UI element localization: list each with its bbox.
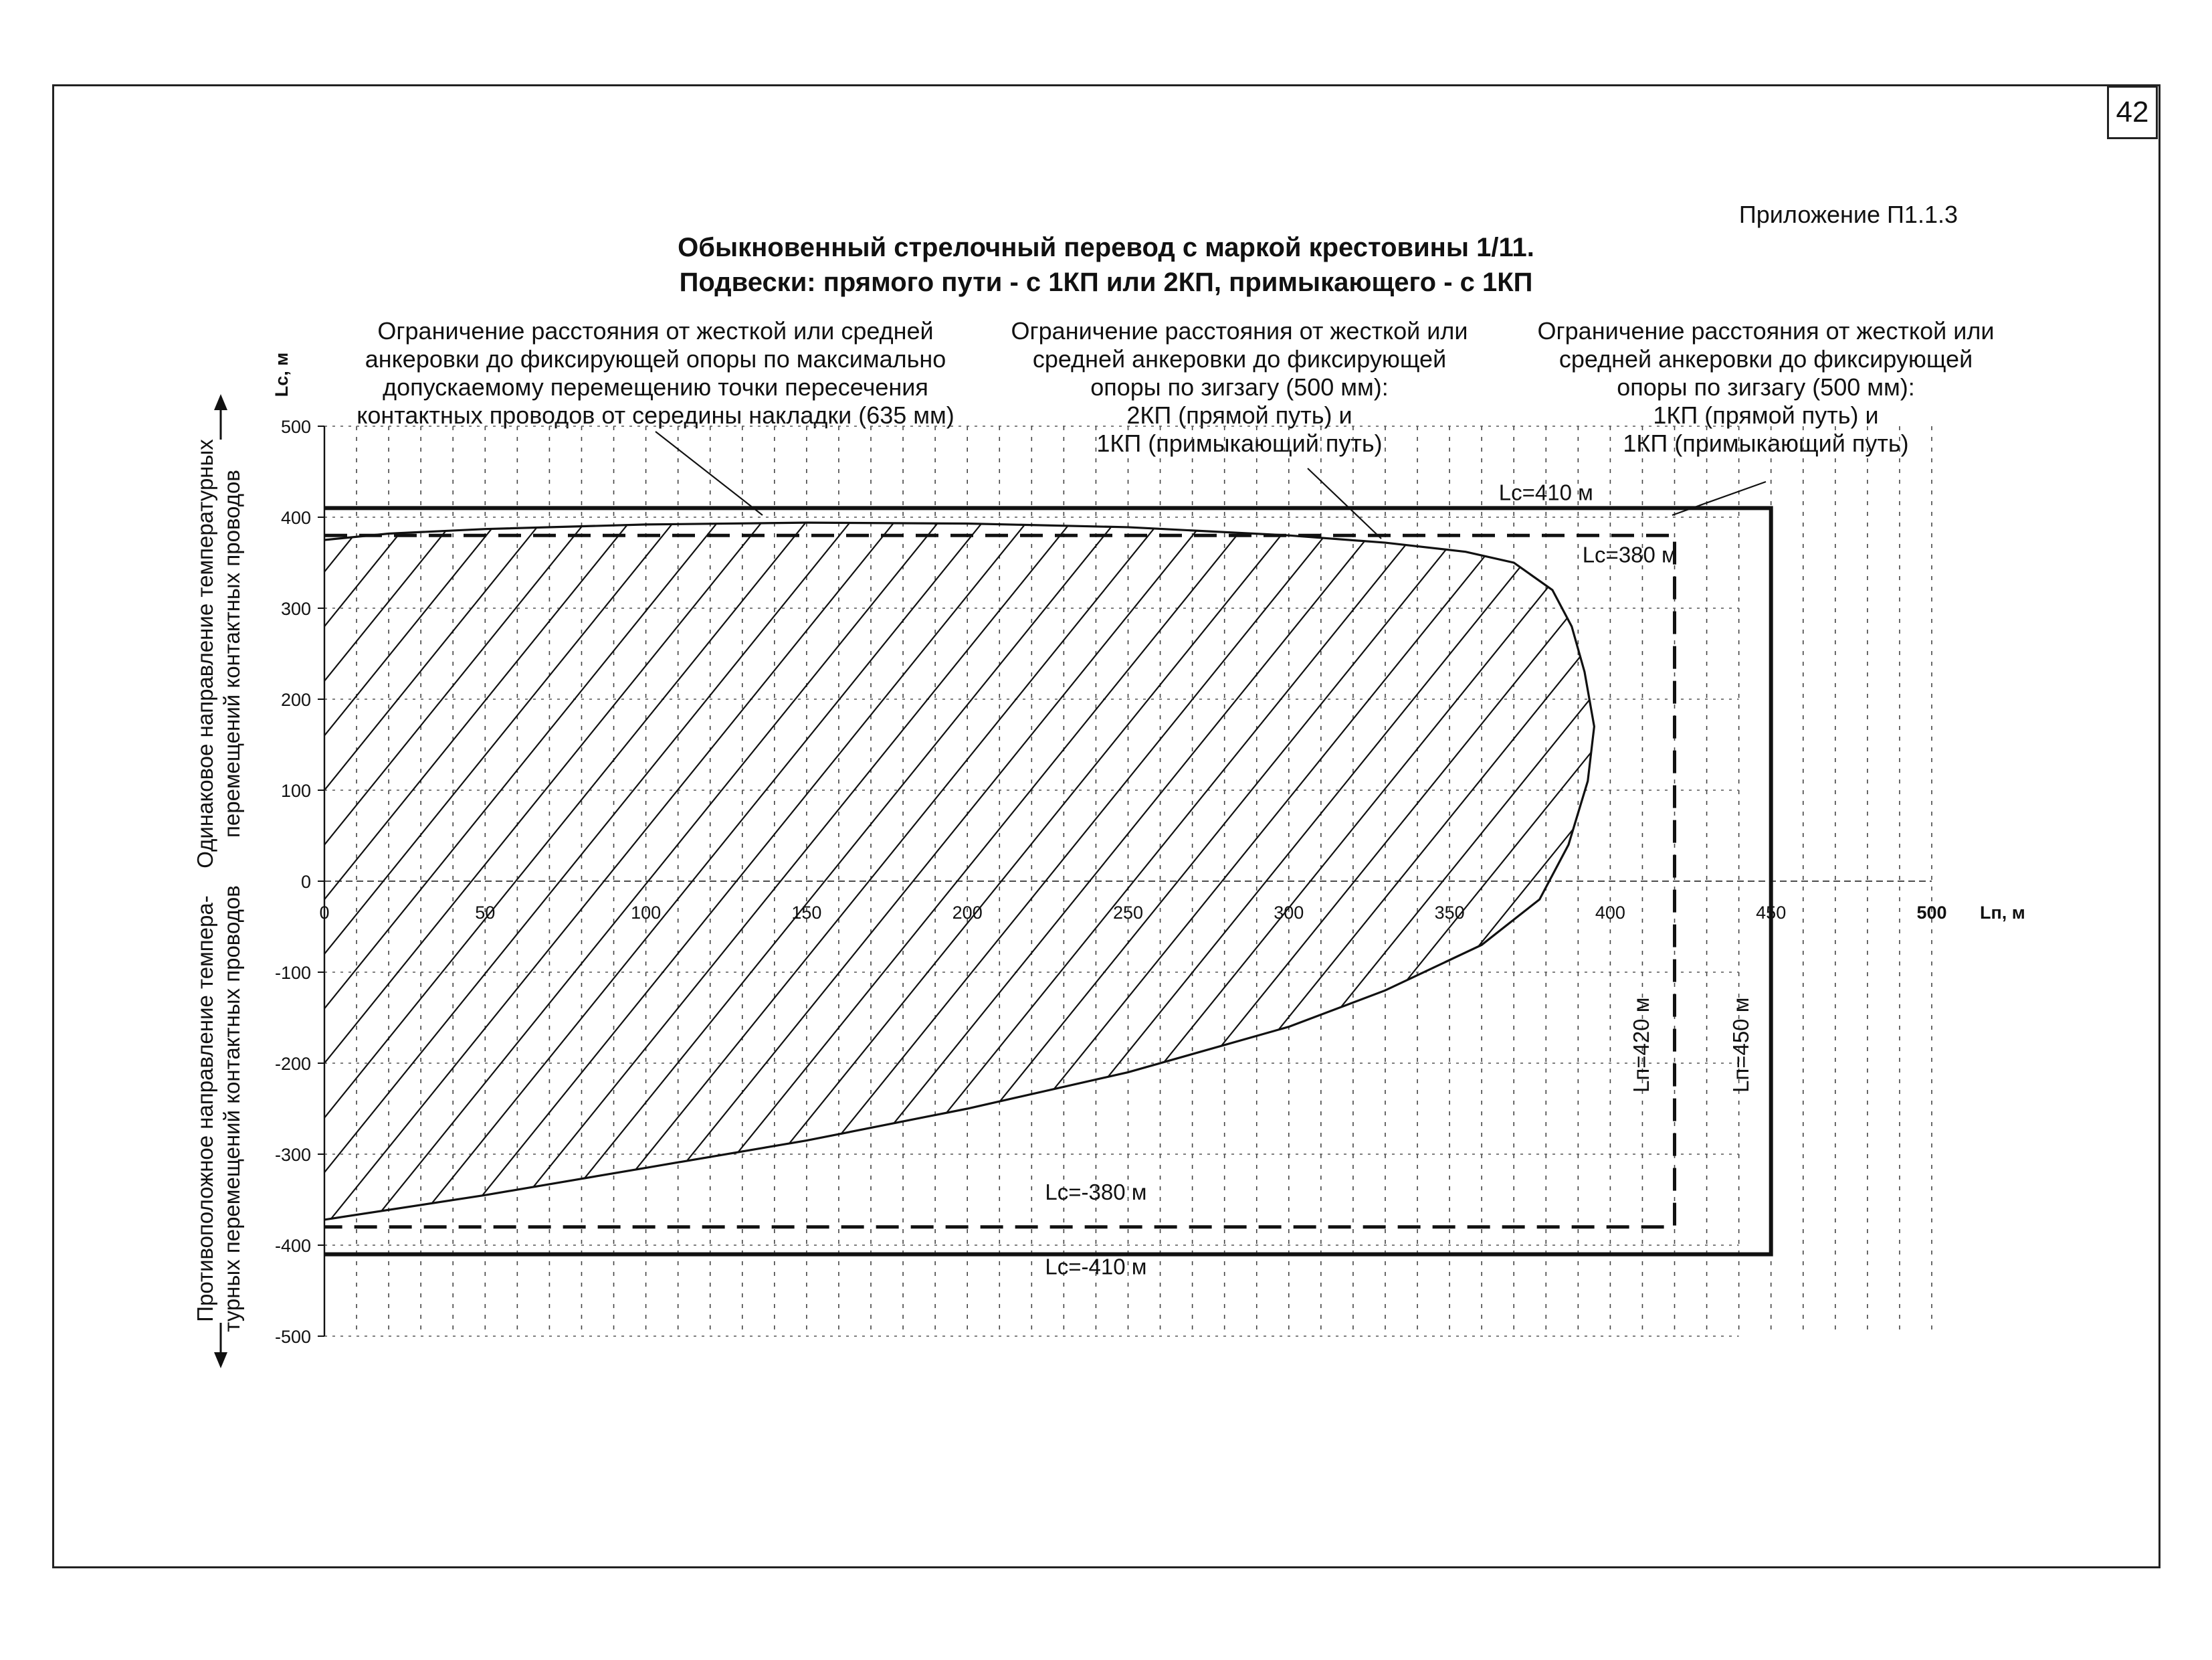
annotation-right-line: 1КП (примыкающий путь) [1623,430,1909,457]
label-lc-380: Lc=380 м [1582,542,1677,567]
chart-title-line1: Обыкновенный стрелочный перевод с маркой крестовины 1/11. [678,233,1534,262]
x-tick-label: 300 [1274,903,1304,923]
x-tick-label: 150 [791,903,822,923]
leader-line-left [656,432,763,515]
y-tick-label: 0 [300,872,311,892]
hatch-line [1207,426,1943,1336]
hatch-line [60,426,795,1336]
page-number: 42 [2107,86,2158,139]
y-axis-label: Lc, м [272,352,292,397]
annotation-right-line: Ограничение расстояния от жесткой или [1537,317,1995,345]
x-tick-label: 350 [1434,903,1465,923]
leader-line-middle [1308,468,1381,539]
hatch-line [0,426,177,1336]
annotation-right-line: 1КП (прямой путь) и [1653,401,1879,429]
y-tick-label: 300 [280,599,311,619]
annotation-right-line: опоры по зигзагу (500 мм): [1617,373,1915,401]
hatch-line [0,426,45,1336]
hatch-line [0,426,310,1336]
hatch-line [2002,426,2212,1336]
label-lc-410: Lc=410 м [1498,480,1593,505]
y-tick-label: -300 [274,1145,311,1165]
y-tick-label: 200 [280,690,311,710]
y-lower-label-line: турных перемещений контактных проводов [219,885,244,1332]
annotation-left-line: допускаемому перемещению точки пересечения [383,373,928,401]
annotation-left-line: анкеровки до фиксирующей опоры по максимально [365,345,946,373]
hatch-line [148,426,884,1336]
y-tick-label: -400 [274,1236,311,1256]
arrow-up-head [214,394,227,410]
x-tick-label: 100 [631,903,662,923]
y-tick-label: -200 [274,1054,311,1074]
x-tick-label: 450 [1756,903,1787,923]
annotation-left-line: Ограничение расстояния от жесткой или средней [377,317,934,345]
hatch-line [810,426,1546,1336]
hatch-line [0,426,133,1336]
appendix-label: Приложение П1.1.3 [1738,201,1958,228]
hatch-line [0,426,1,1336]
hatch-line [854,426,1590,1336]
y-lower-label-line: Противоположное направление темпера- [193,895,217,1322]
hatch-line [0,426,89,1336]
y-tick-label: 500 [280,417,311,437]
y-upper-label-line: перемещений контактных проводов [219,470,244,838]
annotation-middle-line: Ограничение расстояния от жесткой или [1011,317,1468,345]
hatch-line [1737,426,2212,1336]
annotation-middle-line: средней анкеровки до фиксирующей [1032,345,1447,373]
y-tick-label: 400 [280,508,311,528]
hatch-line [2134,426,2212,1336]
x-tick-label: 50 [475,903,496,923]
y-tick-label: -500 [274,1327,311,1347]
hatch-line [0,426,707,1336]
x-tick-label: 250 [1112,903,1144,923]
x-tick-label: 400 [1595,903,1625,923]
annotation-middle-line: опоры по зигзагу (500 мм): [1090,373,1389,401]
arrow-down-head [214,1352,227,1368]
chart-title-line2: Подвески: прямого пути - с 1КП или 2КП, примыкающего - с 1КП [679,268,1533,297]
annotation-middle-line: 1КП (примыкающий путь) [1096,430,1383,457]
hatch-line [1825,426,2212,1336]
y-tick-label: -100 [274,963,311,983]
hatch-line [1914,426,2212,1336]
y-tick-label: 100 [280,781,311,801]
hatch-line [0,426,221,1336]
annotation-middle-line: 2КП (прямой путь) и [1126,401,1352,429]
label-ln-450: Lп=450 м [1728,997,1754,1093]
boundary-curve [324,523,1594,1220]
hatch-line [2046,426,2212,1336]
x-tick-label: 200 [952,903,983,923]
hatch-line [1958,426,2212,1336]
x-tick-label: 500 [1916,903,1947,923]
hatch-line [1163,426,1899,1336]
x-axis-label: Lп, м [1980,903,2025,923]
hatch-line [2090,426,2212,1336]
label-lc-neg-380: Lc=-380 м [1045,1180,1147,1204]
label-ln-420: Lп=420 м [1629,997,1654,1093]
label-lc-neg-410: Lc=-410 м [1045,1254,1147,1279]
x-tick-label: 0 [319,903,330,923]
annotation-right-line: средней анкеровки до фиксирующей [1559,345,1973,373]
hatch-line [2179,426,2212,1336]
annotation-left-line: контактных проводов от середины накладки (635 мм) [357,401,954,429]
leader-line-right [1672,482,1766,515]
y-upper-label-line: Одинаковое направление температурных [193,439,217,868]
